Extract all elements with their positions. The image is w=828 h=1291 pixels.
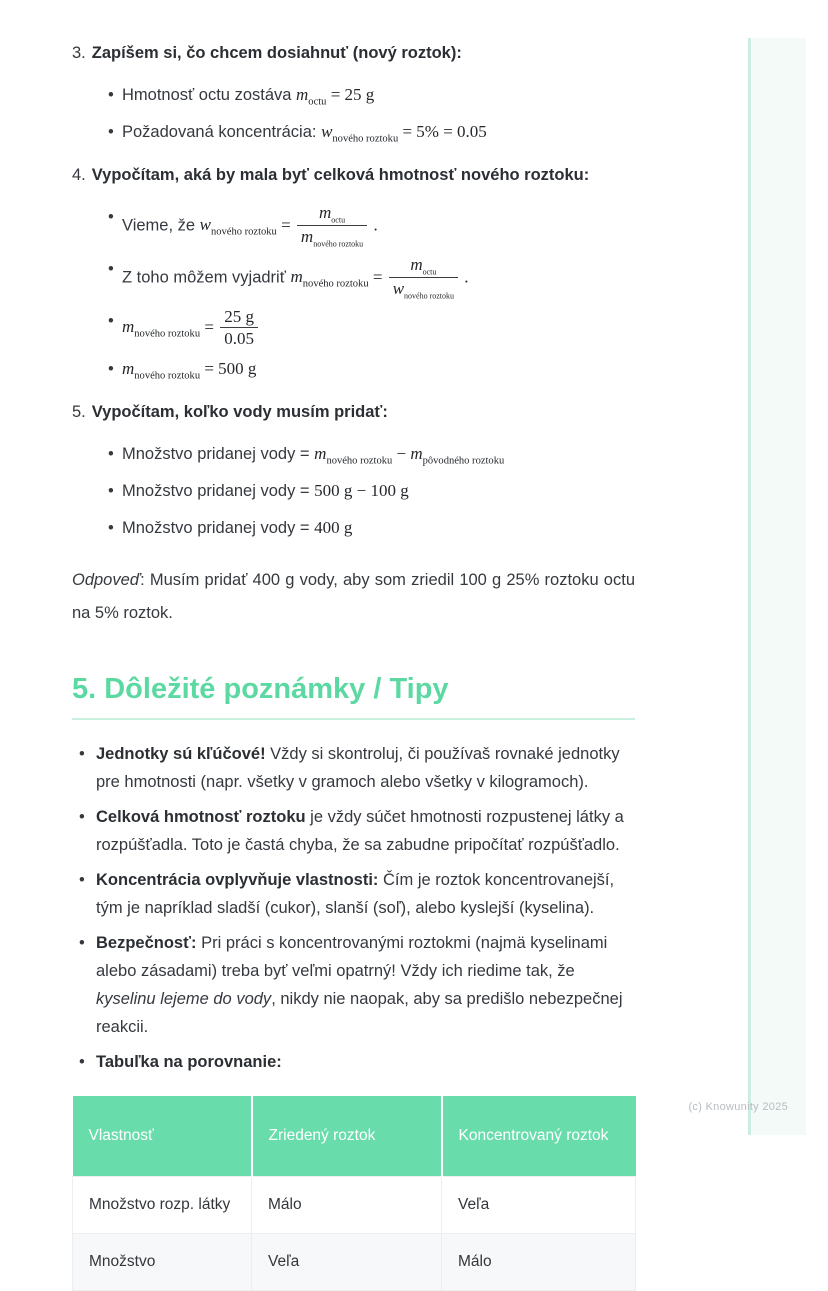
math-fraction [220, 307, 258, 349]
math-variable: $w_{nového roztoku}$ [392, 279, 455, 301]
fraction-denominator [220, 328, 258, 349]
math-text: 25 g [224, 306, 254, 326]
math-fraction [389, 255, 458, 301]
math-text: − [392, 443, 411, 463]
comparison-table [72, 1096, 636, 1291]
fraction-numerator [389, 255, 458, 278]
step-bullet: • Množstvo pridanej vody = 500 g − 100 g [72, 477, 635, 505]
fraction-denominator [297, 226, 367, 248]
table-cell: Množstvo rozp. látky [73, 1176, 252, 1233]
math-text: = [368, 267, 387, 287]
math-variable: $m_{octu}$ [319, 203, 346, 225]
math-text: = 5% = 0.05 [398, 122, 487, 141]
math-variable: $w_{nového roztoku}$ [321, 122, 399, 145]
math-text: 400 g [314, 517, 353, 537]
tip-item: • Bezpečnosť: Pri práci s koncentrovanými roztokmi (najmä kyselinami alebo zásadami) treba byť veľmi opatrný! Vždy ich riedime tak, že kyselinu lejeme do vody, nikdy nie naopak, aby sa predišlo nebezpečnej reakcii. [72, 929, 635, 1041]
step-bullet-list [72, 440, 635, 542]
math-text: . [369, 215, 378, 235]
answer-paragraph: Odpoveď: Musím pridať 400 g vody, aby som zriedil 100 g 25% roztoku octu na 5% roztok. [72, 570, 635, 622]
tips-list [72, 740, 635, 1076]
math-variable: $w_{nového roztoku}$ [199, 215, 277, 238]
math-text: = 25 g [326, 85, 375, 104]
step-bullet [72, 307, 635, 349]
steps-list [72, 40, 635, 542]
document-content [72, 0, 635, 1291]
tip-item: • Celková hmotnosť roztoku je vždy súčet hmotnosti rozpustenej látky a rozpúšťadla. Toto je častá chyba, že sa zabudne pripočítať rozpúšťadlo. [72, 803, 635, 859]
page-edge-accent-line [748, 38, 751, 1135]
step-bullet: • Množstvo pridanej vody = $m_{nového roztoku} - m_{pôvodného roztoku}$ [72, 440, 635, 468]
step-bullet-list [72, 81, 635, 146]
step-heading [72, 399, 635, 425]
fraction-denominator [389, 278, 458, 300]
tip-item: • Koncentrácia ovplyvňuje vlastnosti: Čím je roztok koncentrovanejší, tým je napríklad sladší (cukor), slanší (soľ), alebo kyslejší (kyselina). [72, 866, 635, 922]
tip-item: • Tabuľka na porovnanie: [72, 1048, 635, 1076]
step-number: 5. [72, 402, 86, 421]
math-variable: $m_{nového roztoku}$ [300, 227, 364, 249]
fraction-numerator [220, 307, 258, 329]
math-variable: $m_{nového roztoku}$ [122, 358, 201, 382]
table-head [73, 1096, 636, 1177]
watermark: (c) Knowunity 2025 [688, 1101, 788, 1113]
step-heading [72, 162, 635, 188]
step-title: Vypočítam, koľko vody musím pridať: [91, 402, 388, 421]
math-variable: $m_{nového roztoku}$ [314, 443, 393, 467]
math-text: 500 g − 100 g [314, 480, 409, 500]
step-title: Vypočítam, aká by mala byť celková hmotnosť nového roztoku: [91, 166, 590, 184]
table-body [73, 1176, 636, 1290]
step-title: Zapíšem si, čo chcem dosiahnuť (nový roztok): [91, 44, 462, 62]
fraction-numerator [297, 203, 367, 226]
table-header-cell: Zriedený roztok [252, 1096, 442, 1177]
table-cell: Veľa [442, 1176, 636, 1233]
section-heading: 5. Dôležité poznámky / Tipy [72, 672, 449, 705]
table-header-row [73, 1096, 636, 1177]
table-header-cell: Koncentrovaný roztok [442, 1096, 636, 1177]
math-variable: $m_{octu}$ [296, 85, 327, 108]
math-text: 0.05 [224, 329, 254, 349]
step-bullet: • Z toho môžem vyjadriť $m_{nového roztoku}$ = $\frac{m_{octu}}{w_{nového roztoku}}$ . [72, 255, 635, 301]
step-number: 4. [72, 166, 86, 184]
step-bullet: • Množstvo pridanej vody = 400 g [72, 514, 635, 542]
step-item [72, 40, 635, 146]
table-row [73, 1176, 636, 1233]
math-text: . [460, 267, 469, 287]
step-bullet [72, 355, 635, 383]
section-divider [72, 718, 635, 720]
math-variable: $m_{nového roztoku}$ [122, 316, 201, 340]
step-bullet: • Požadovaná koncentrácia: $w_{nového roztoku} = 5\% = 0.05$ [72, 118, 635, 146]
step-heading [72, 40, 635, 66]
step-item [72, 162, 635, 383]
table-header-cell: Vlastnosť [73, 1096, 252, 1177]
table-cell: Veľa [252, 1233, 442, 1290]
step-bullet-list [72, 203, 635, 383]
tip-item: • Jednotky sú kľúčové! Vždy si skontroluj, či používaš rovnaké jednotky pre hmotnosti (napr. všetky v gramoch alebo všetky v kilogramoch). [72, 740, 635, 796]
step-bullet: • Hmotnosť octu zostáva $m_{octu} = 25$ g [72, 81, 635, 109]
math-text: = [276, 215, 295, 235]
table-cell: Málo [442, 1233, 636, 1290]
table-cell: Málo [252, 1176, 442, 1233]
math-text: = 500 g [200, 358, 257, 378]
step-bullet: • Vieme, že $w_{nového roztoku}$ = $\frac{m_{octu}}{m_{nového roztoku}}$ . [72, 203, 635, 249]
step-item [72, 399, 635, 542]
table-cell: Množstvo [73, 1233, 252, 1290]
math-variable: $m_{octu}$ [410, 254, 437, 277]
math-variable: $m_{pôvodného roztoku}$ [410, 443, 505, 467]
math-variable: $m_{nového roztoku}$ [290, 267, 369, 290]
math-text: = [200, 316, 219, 336]
step-number: 3. [72, 44, 86, 62]
math-fraction [297, 203, 367, 249]
table-row [73, 1233, 636, 1290]
